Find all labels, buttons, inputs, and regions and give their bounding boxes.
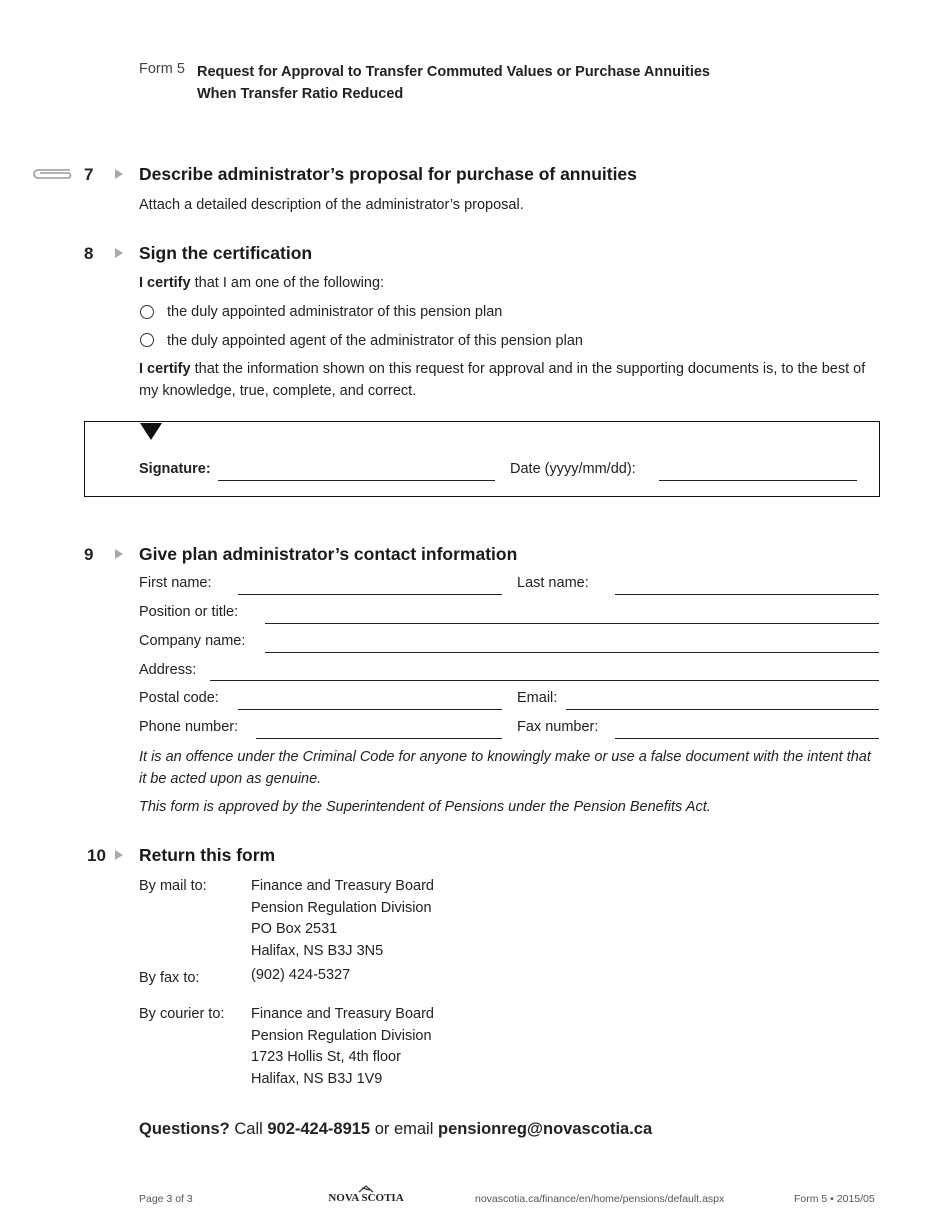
certify-rest: that I am one of the following: bbox=[190, 275, 385, 291]
questions-line bbox=[139, 1120, 652, 1139]
email-label: Email: bbox=[517, 690, 558, 706]
fax-field[interactable] bbox=[615, 724, 879, 739]
section-7-arrow-icon bbox=[115, 169, 123, 179]
approval-note: This form is approved by the Superintendent of Pensions under the Pension Benefits Act. bbox=[139, 799, 711, 815]
section-10-arrow-icon bbox=[115, 850, 123, 860]
certify-bold-2: I certify bbox=[139, 361, 191, 377]
section-7-heading: Describe administrator’s proposal for purchase of annuities bbox=[139, 164, 637, 184]
courier-line: Finance and Treasury Board bbox=[251, 1006, 434, 1022]
fax-label: Fax number: bbox=[517, 719, 599, 735]
footer-url[interactable]: novascotia.ca/finance/en/home/pensions/default.aspx bbox=[475, 1193, 725, 1205]
section-7-text: Attach a detailed description of the administrator’s proposal. bbox=[139, 197, 524, 213]
phone-field[interactable] bbox=[256, 724, 502, 739]
signature-label: Signature: bbox=[139, 461, 211, 477]
offence-note: It is an offence under the Criminal Code for anyone to knowingly make or use a false document with the intent that it be acted upon as genuine. bbox=[139, 749, 871, 787]
postal-code-field[interactable] bbox=[238, 695, 502, 710]
fax-to-value: (902) 424-5327 bbox=[251, 967, 351, 983]
nova-scotia-logo bbox=[326, 1184, 406, 1206]
position-label: Position or title: bbox=[139, 604, 239, 620]
signature-field[interactable] bbox=[218, 466, 495, 481]
paperclip-icon bbox=[30, 166, 74, 182]
postal-code-label: Postal code: bbox=[139, 690, 219, 706]
first-name-label: First name: bbox=[139, 575, 212, 591]
signature-marker-icon bbox=[140, 423, 162, 440]
address-label: Address: bbox=[139, 662, 197, 678]
last-name-field[interactable] bbox=[615, 580, 879, 595]
position-field[interactable] bbox=[265, 609, 879, 624]
courier-line: 1723 Hollis St, 4th floor bbox=[251, 1049, 401, 1065]
email-field[interactable] bbox=[566, 695, 879, 710]
option-agent-label: the duly appointed agent of the administrator of this pension plan bbox=[167, 333, 583, 349]
mail-line: Halifax, NS B3J 3N5 bbox=[251, 942, 384, 959]
date-field[interactable] bbox=[659, 466, 857, 481]
courier-label: By courier to: bbox=[139, 1006, 225, 1022]
footer-form-ref: Form 5 • 2015/05 bbox=[794, 1193, 875, 1205]
mail-line: Pension Regulation Division bbox=[251, 899, 432, 916]
section-8-arrow-icon bbox=[115, 248, 123, 258]
certify-rest-2: that the information shown on this request for approval and in the supporting documents is, to the best of my knowledge, true, complete, and correct. bbox=[139, 361, 866, 399]
questions-or-email: or email bbox=[370, 1120, 438, 1138]
company-label: Company name: bbox=[139, 633, 246, 649]
questions-phone[interactable]: 902-424-8915 bbox=[267, 1120, 371, 1138]
form-label: Form 5 bbox=[139, 61, 185, 77]
mail-line: Finance and Treasury Board bbox=[251, 878, 434, 894]
section-10-heading: Return this form bbox=[139, 845, 276, 865]
mail-address bbox=[251, 876, 434, 962]
certify-statement-1 bbox=[139, 272, 384, 294]
questions-call: Call bbox=[229, 1120, 268, 1138]
questions-lead: Questions? bbox=[139, 1120, 230, 1138]
phone-label: Phone number: bbox=[139, 719, 239, 735]
section-8-heading: Sign the certification bbox=[139, 243, 313, 263]
first-name-field[interactable] bbox=[238, 580, 502, 595]
form-title-line2: When Transfer Ratio Reduced bbox=[197, 86, 404, 102]
certify-statement-2 bbox=[139, 358, 879, 402]
mail-label: By mail to: bbox=[139, 878, 207, 894]
section-9-number: 9 bbox=[84, 545, 94, 564]
section-10-number: 10 bbox=[87, 846, 106, 865]
company-field[interactable] bbox=[265, 638, 879, 653]
courier-line: Halifax, NS B3J 1V9 bbox=[251, 1070, 383, 1087]
mail-line: PO Box 2531 bbox=[251, 921, 338, 937]
last-name-label: Last name: bbox=[517, 575, 589, 591]
section-9-heading: Give plan administrator’s contact information bbox=[139, 544, 518, 564]
page-number: Page 3 of 3 bbox=[139, 1193, 193, 1205]
section-7-number: 7 bbox=[84, 165, 94, 184]
option-administrator-label: the duly appointed administrator of this pension plan bbox=[167, 304, 503, 320]
logo-text: NOVA SCOTIA bbox=[328, 1192, 404, 1204]
section-8-number: 8 bbox=[84, 244, 94, 263]
section-9-arrow-icon bbox=[115, 549, 123, 559]
courier-line: Pension Regulation Division bbox=[251, 1027, 432, 1044]
courier-address bbox=[251, 1004, 434, 1090]
radio-agent[interactable] bbox=[140, 333, 154, 347]
form-title bbox=[197, 61, 710, 105]
form-title-line1: Request for Approval to Transfer Commuted Values or Purchase Annuities bbox=[197, 64, 710, 80]
date-label: Date (yyyy/mm/dd): bbox=[510, 461, 636, 477]
questions-email-link[interactable]: pensionreg@novascotia.ca bbox=[437, 1120, 653, 1138]
signature-box bbox=[84, 421, 880, 497]
fax-to-label: By fax to: bbox=[139, 970, 200, 986]
certify-bold: I certify bbox=[139, 275, 191, 291]
radio-administrator[interactable] bbox=[140, 305, 154, 319]
address-field[interactable] bbox=[210, 666, 879, 681]
